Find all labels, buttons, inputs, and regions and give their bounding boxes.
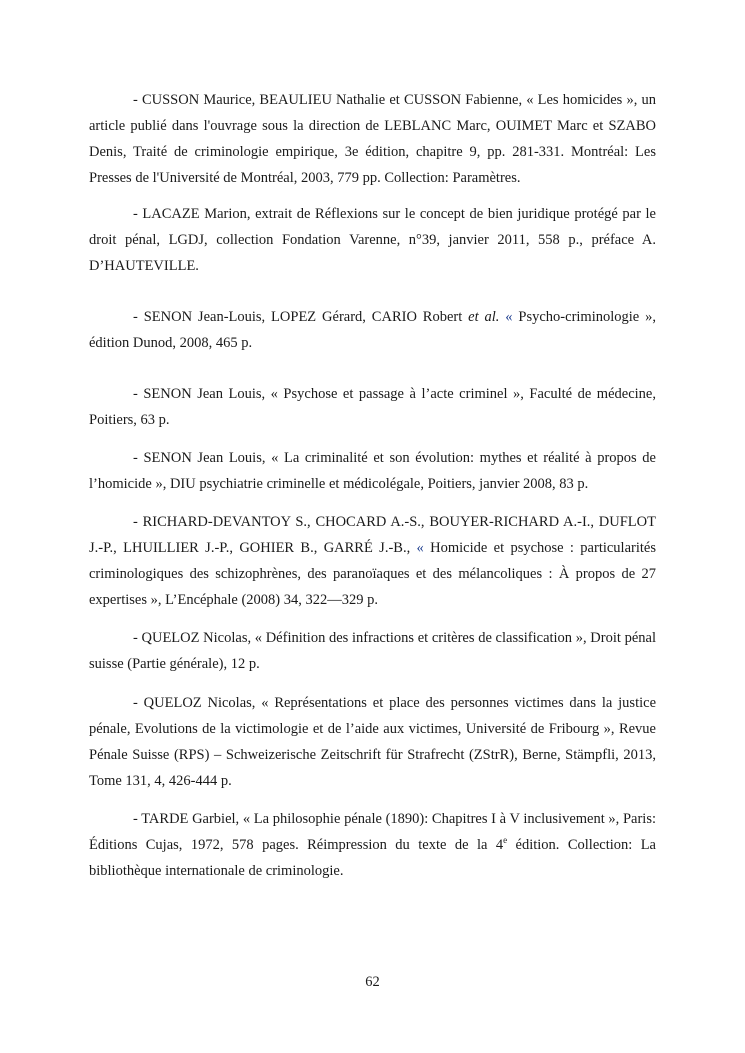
reference-senon-psychose [89,381,656,433]
reference-text: - SENON Jean Louis, « La criminalité et son évolution: mythes et réalité à propos de l’homicide », DIU psychiatrie criminelle et médicolégale, Poitiers, janvier 2008, 83 p. [89,450,656,492]
reference-lacaze [89,201,656,279]
reference-text: - RICHARD-DEVANTOY S., CHOCARD A.-S., BOUYER-RICHARD A.-I., DUFLOT J.-P., LHUILLIER J.-P., GOHIER B., GARRÉ J.-B., [89,514,656,556]
reference-text: - SENON Jean-Louis, LOPEZ Gérard, CARIO Robert [133,309,469,325]
reference-text: - SENON Jean Louis, « Psychose et passage à l’acte criminel », Faculté de médecine, Poitiers, 63 p. [89,386,656,428]
reference-text: Psycho-criminologie », édition Dunod, 2008, 465 p. [89,309,656,351]
reference-superscript: e [503,835,508,846]
reference-italic: et al. [468,309,500,325]
reference-text: Homicide et psychose : particularités criminologiques des schizophrènes, des paranoïaques et des mélancoliques : À propos de 27 expertises », L’Encéphale (2008) 34, 322—329 p. [89,540,656,608]
reference-tarde [89,806,656,884]
reference-queloz-representations [89,690,656,794]
reference-text: - QUELOZ Nicolas, « Définition des infractions et critères de classification », Droit pénal suisse (Partie générale), 12 p. [89,630,656,672]
reference-text: édition. Collection: La bibliothèque internationale de criminologie. [89,837,656,879]
reference-senon-criminalite [89,445,656,497]
reference-senon-psycho-criminologie [89,304,656,356]
reference-queloz-definition [89,625,656,677]
reference-cusson [89,87,656,191]
reference-text: - QUELOZ Nicolas, « Représentations et place des personnes victimes dans la justice pénale, Evolutions de la victimologie et de l’aide aux victimes, Université de Fribourg », Revue Pénale Suisse (RPS) – Schweizerische Zeitschrift für Strafrecht (ZStrR), Berne, Stämpfli, 2013, Tome 131, 4, 426-444 p. [89,695,656,789]
page-number: 62 [365,974,380,990]
reference-quote-mark: « [499,309,513,325]
reference-text: - LACAZE Marion, extrait de Réflexions sur le concept de bien juridique protégé par le droit pénal, LGDJ, collection Fondation Varenne, n°39, janvier 2011, 558 p., préface A. D’HAUTEVILLE. [89,206,656,274]
reference-quote-mark: « [416,540,424,556]
reference-text: - TARDE Garbiel, « La philosophie pénale (1890): Chapitres I à V inclusivement », Paris: Éditions Cujas, 1972, 578 pages. Réimpression du texte de la 4 [89,811,656,853]
reference-text: - CUSSON Maurice, BEAULIEU Nathalie et CUSSON Fabienne, « Les homicides », un article publié dans l'ouvrage sous la direction de LEBLANC Marc, OUIMET Marc et SZABO Denis, Traité de criminologie empirique, 3e édition, chapitre 9, pp. 281-331. Montréal: Les Presses de l'Université de Montréal, 2003, 779 pp. Collection: Paramètres. [89,92,656,186]
reference-richard-devantoy [89,509,656,613]
